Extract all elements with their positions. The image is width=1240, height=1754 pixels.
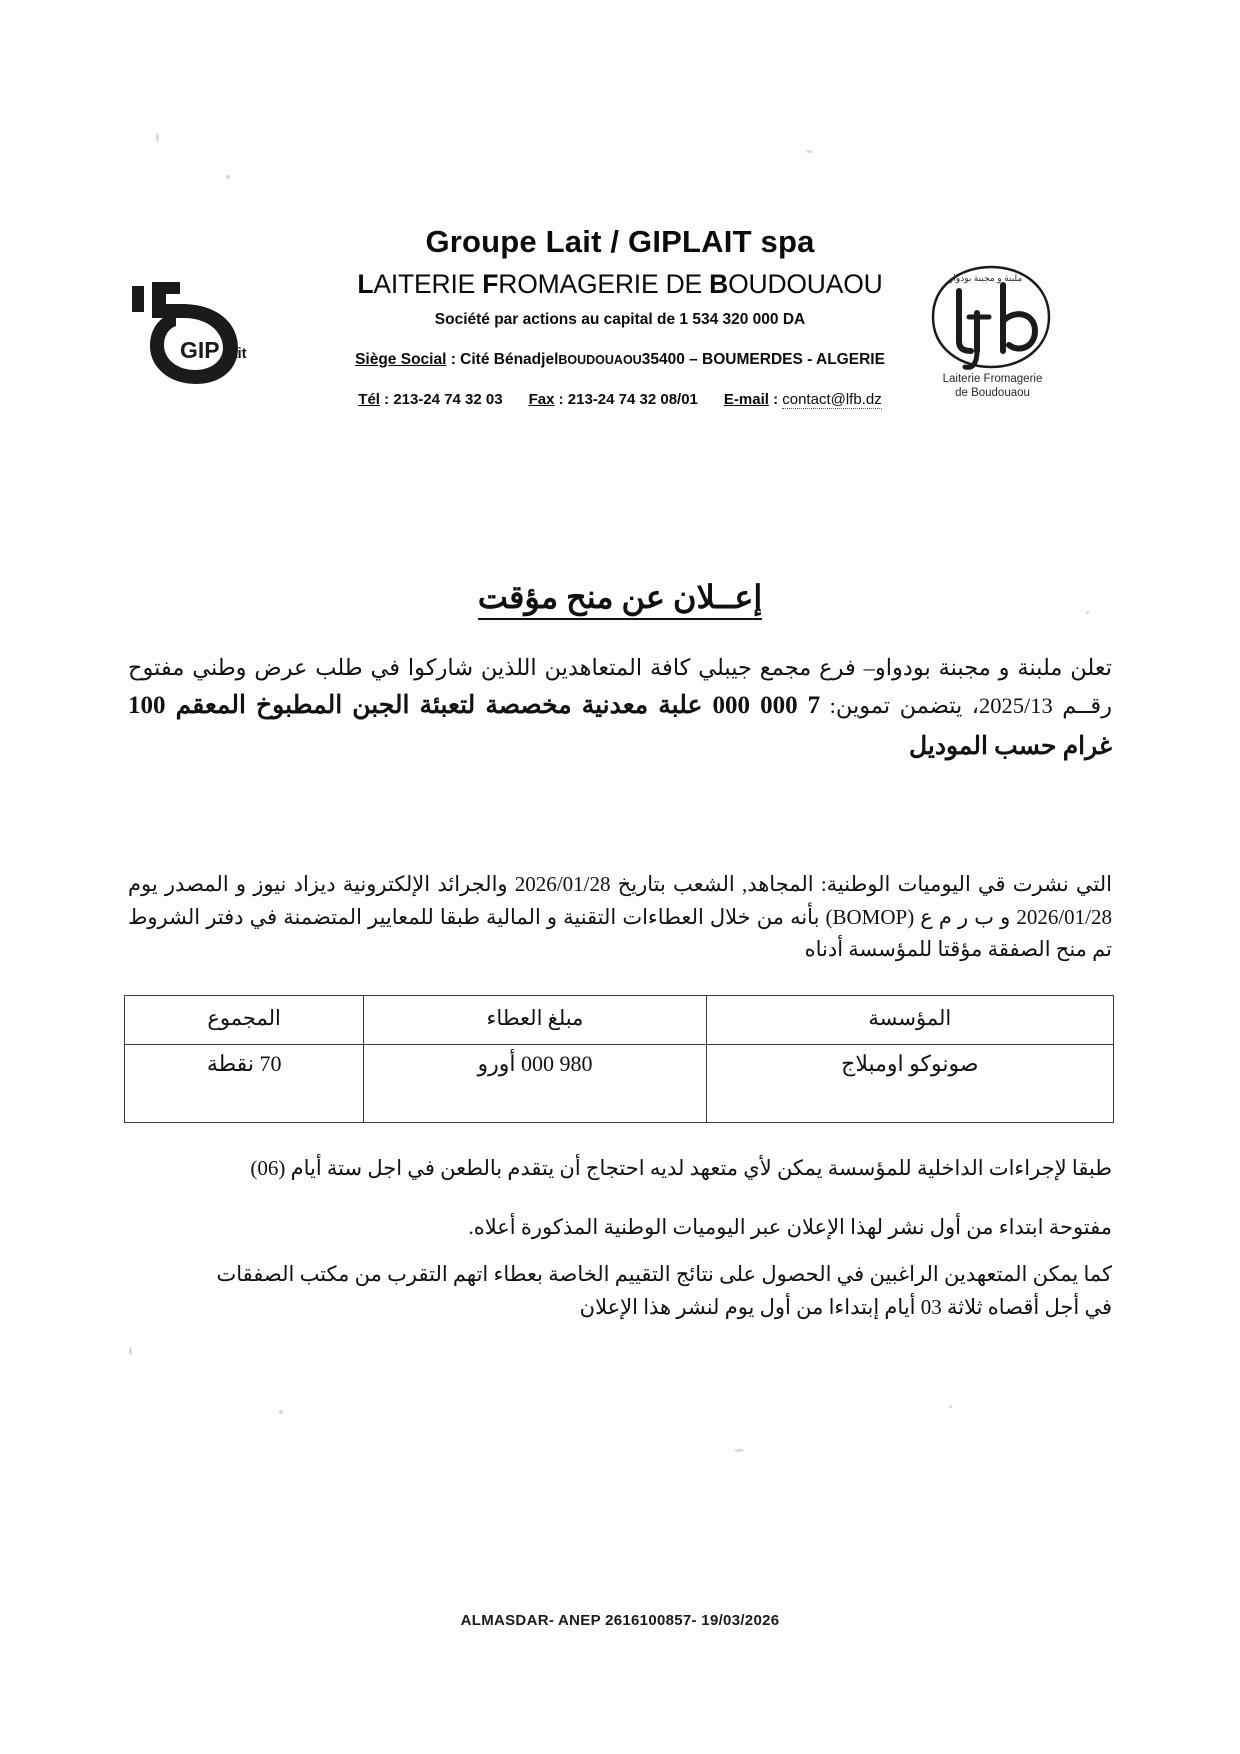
email-label: E-mail [723, 390, 769, 408]
appeal-paragraph [128, 1152, 1112, 1243]
email-address-link[interactable]: contact@lfb.dz [782, 390, 882, 408]
intro-paragraph [128, 650, 1112, 767]
fax-label: Fax [528, 390, 555, 408]
address-value-1: : Cité Bénadjel [446, 350, 559, 368]
cell-bid-amount: 980 000 أورو [364, 1045, 706, 1123]
publication-paragraph: التي نشرت قي اليوميات الوطنية: المجاهد, الشعب بتاريخ 2026/01/28 والجرائد الإلكترونية ديزاد نيوز و المصدر يوم 2026/01/28 و ب ر م ع (BOMOP) بأنه من خلال العطاءات التقنية و المالية طبقا للمعايير المتضمنة في دفتر الشروط تم منح الصفقة مؤقتا للمؤسسة أدناه [128, 872, 1112, 962]
cell-total-score: 70 نقطة [125, 1045, 364, 1123]
document-title [0, 578, 1240, 616]
scan-speck [226, 175, 230, 179]
footer-reference: ALMASDAR- ANEP 2616100857- 19/03/2026 [460, 1612, 780, 1629]
company-name: Groupe Lait / GIPLAIT spa [425, 224, 815, 259]
document-title-text: إعــلان عن منح مؤقت [478, 579, 763, 620]
address-value-2: 35400 – BOUMERDES - ALGERIE [641, 350, 885, 368]
company-subtitle: LAITERIE FROMAGERIE DE BOUDOUAOU [357, 269, 883, 300]
appeal-line-2: مفتوحة ابتداء من أول نشر لهذا الإعلان عبر اليوميات الوطنية المذكورة أعلاه. [468, 1214, 1112, 1239]
scan-speck [129, 1347, 132, 1355]
lfb-caption-line-1: Laiterie Fromagerie [942, 373, 1043, 385]
cell-company-name: صونوكو اومبلاج [706, 1045, 1113, 1123]
scan-speck [806, 150, 813, 153]
scan-speck [156, 133, 159, 142]
lfb-caption-line-2: de Boudouaou [955, 387, 1030, 400]
column-header-total-score: المجموع [125, 996, 364, 1045]
column-header-company: المؤسسة [706, 996, 1113, 1045]
scan-speck [734, 1449, 744, 1452]
company-address [200, 351, 1040, 369]
results-line-1: كما يمكن المتعهدين الراغبين في الحصول على نتائج التقييم الخاصة بعطاء اتهم التقرب من مكتب الصفقات [216, 1262, 1112, 1286]
table-header-row [125, 996, 1114, 1045]
address-smallcaps: BOUDOUAOU [558, 352, 642, 367]
results-request-paragraph [128, 1258, 1112, 1323]
intro-highlight: 7 000 000 علبة معدنية مخصصة لتعبئة الجبن المطبوخ المعقم 100 غرام حسب الموديل [128, 692, 1112, 760]
intro-text: تعلن ملبنة و مجبنة بودواو– فرع مجمع جيبلي كافة المتعاهدين اللذين شاركوا في طلب عرض وطني مفتوح رقــم 2025/13، يتضمن تموين: [128, 655, 1113, 719]
scan-speck [279, 1410, 283, 1414]
email-separator: : [768, 390, 783, 408]
lfb-logo-arabic: ملبنة و مجبنة بودواو [949, 273, 1023, 283]
address-label: Siège Social [355, 350, 447, 368]
scan-speck [949, 1405, 952, 1408]
tel-value: : 213-24 74 32 03 [379, 390, 503, 408]
company-capital: Société par actions au capital de 1 534 320 000 DA [434, 310, 806, 328]
table-row [125, 1045, 1114, 1123]
award-table [124, 995, 1114, 1123]
lfb-logo-caption [905, 372, 1080, 401]
fax-value: : 213-24 74 32 08/01 [554, 390, 698, 408]
column-header-bid-amount: مبلغ العطاء [364, 996, 706, 1045]
results-line-2: في أجل أقصاه ثلاثة 03 أيام إبتداءا من أول يوم لنشر هذا الإعلان [579, 1294, 1112, 1319]
appeal-line-1: طبقا لإجراءات الداخلية للمؤسسة يمكن لأي متعهد لديه احتجاج أن يتقدم بالطعن في اجل ستة أيام (06) [250, 1156, 1112, 1180]
gip-logo-text: GIP [180, 337, 220, 363]
gip-logo-text-small: lait [225, 345, 247, 362]
tel-label: Tél [358, 390, 380, 408]
